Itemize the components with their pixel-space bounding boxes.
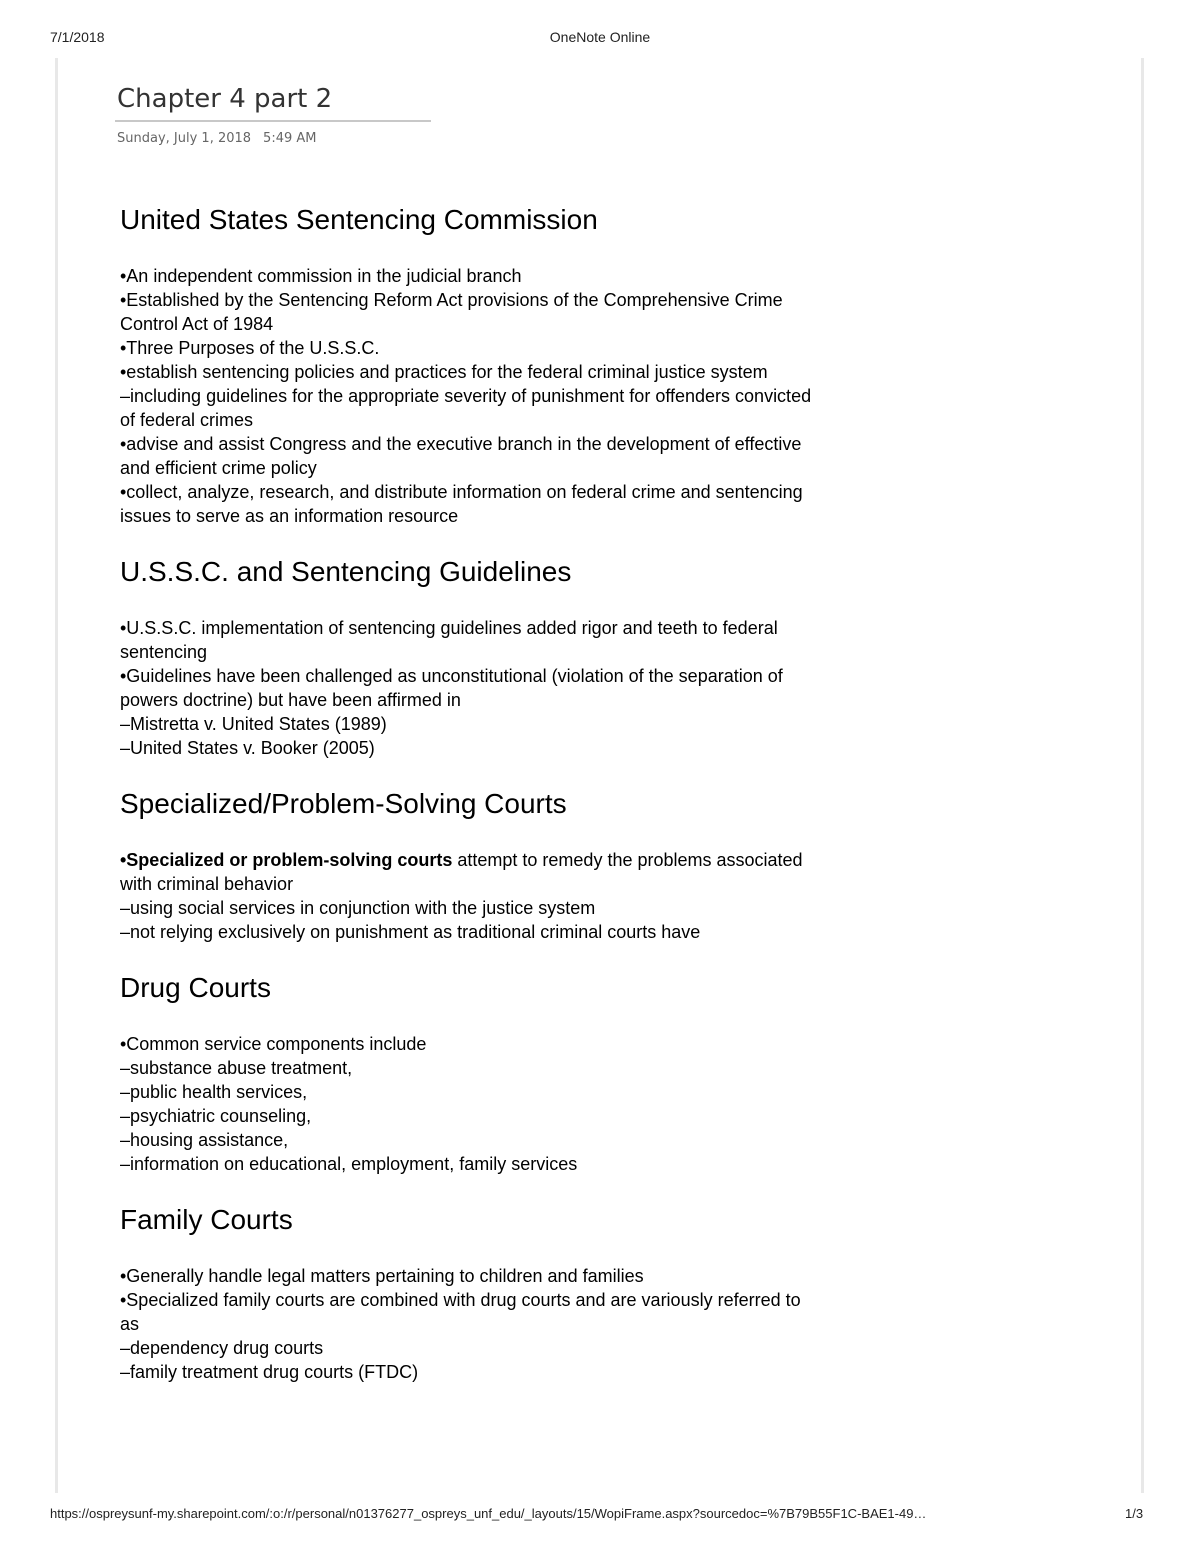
text-line: as (120, 1314, 140, 1334)
text-line: issues to serve as an information resource (120, 506, 459, 526)
section-body (120, 264, 900, 528)
section-specialized-courts (120, 784, 900, 944)
page-time: 5:49 AM (263, 131, 317, 146)
section-heading: U.S.S.C. and Sentencing Guidelines (120, 556, 572, 587)
text-line: •An independent commission in the judicial branch (120, 266, 522, 286)
section-drug-courts (120, 968, 900, 1176)
section-body (120, 1032, 900, 1176)
text-line: •U.S.S.C. implementation of sentencing guidelines added rigor and teeth to federal (120, 618, 778, 638)
text-line: •Generally handle legal matters pertaining to children and families (120, 1266, 644, 1286)
text-line: –family treatment drug courts (FTDC) (120, 1362, 419, 1382)
section-body (120, 848, 900, 944)
bold-term: •Specialized or problem-solving courts (120, 850, 453, 870)
text-line: powers doctrine) but have been affirmed in (120, 690, 461, 710)
page-frame-right (1141, 58, 1144, 1493)
text-line: –Mistretta v. United States (1989) (120, 714, 387, 734)
section-heading: Family Courts (120, 1204, 293, 1235)
text-line: •Established by the Sentencing Reform Act provisions of the Comprehensive Crime (120, 290, 783, 310)
text-line: •Guidelines have been challenged as unconstitutional (violation of the separation of (120, 666, 783, 686)
text-line: –psychiatric counseling, (120, 1106, 312, 1126)
text-line: –information on educational, employment, family services (120, 1154, 578, 1174)
text-line: –not relying exclusively on punishment as traditional criminal courts have (120, 922, 701, 942)
text-line: •Three Purposes of the U.S.S.C. (120, 338, 380, 358)
section-guidelines (120, 552, 900, 760)
section-heading: Drug Courts (120, 972, 271, 1003)
text-line: and efficient crime policy (120, 458, 317, 478)
text-line: –dependency drug courts (120, 1338, 324, 1358)
title-underline (115, 120, 431, 122)
text-line: –using social services in conjunction with the justice system (120, 898, 596, 918)
text-line: •collect, analyze, research, and distribute information on federal crime and sentencing (120, 482, 803, 502)
text-line: –housing assistance, (120, 1130, 289, 1150)
text-line: –including guidelines for the appropriate severity of punishment for offenders convicted (120, 386, 812, 406)
note-content[interactable] (120, 200, 900, 1384)
text-line: •establish sentencing policies and practices for the federal criminal justice system (120, 362, 768, 382)
text-line: •advise and assist Congress and the executive branch in the development of effective (120, 434, 802, 454)
text-line: •Specialized family courts are combined with drug courts and are variously referred to (120, 1290, 801, 1310)
text-line: –substance abuse treatment, (120, 1058, 353, 1078)
text-line: –public health services, (120, 1082, 308, 1102)
section-ussc (120, 200, 900, 528)
text-line (120, 848, 900, 872)
section-body (120, 1264, 900, 1384)
text-line: of federal crimes (120, 410, 254, 430)
text-line: sentencing (120, 642, 208, 662)
page-timestamp (117, 131, 316, 146)
page-title[interactable]: Chapter 4 part 2 (117, 84, 333, 114)
section-heading: Specialized/Problem-Solving Courts (120, 788, 567, 819)
section-family-courts (120, 1200, 900, 1384)
text-line: with criminal behavior (120, 874, 294, 894)
print-header-title: OneNote Online (549, 29, 651, 45)
print-footer-url: https://ospreysunf-my.sharepoint.com/:o:/r/personal/n01376277_ospreys_unf_edu/_layouts/15/WopiFrame.aspx?sourcedoc=%7B79B55F1C-BAE1-49… (50, 1506, 927, 1521)
print-header-date: 7/1/2018 (50, 29, 105, 45)
section-body (120, 616, 900, 760)
page-date: Sunday, July 1, 2018 (117, 131, 252, 146)
print-footer-page-number: 1/3 (1125, 1506, 1144, 1521)
text-line: –United States v. Booker (2005) (120, 738, 375, 758)
page-frame-left (55, 58, 58, 1493)
text-line: Control Act of 1984 (120, 314, 274, 334)
text-line: •Common service components include (120, 1034, 427, 1054)
text-run: attempt to remedy the problems associated (452, 850, 803, 870)
section-heading: United States Sentencing Commission (120, 204, 598, 235)
